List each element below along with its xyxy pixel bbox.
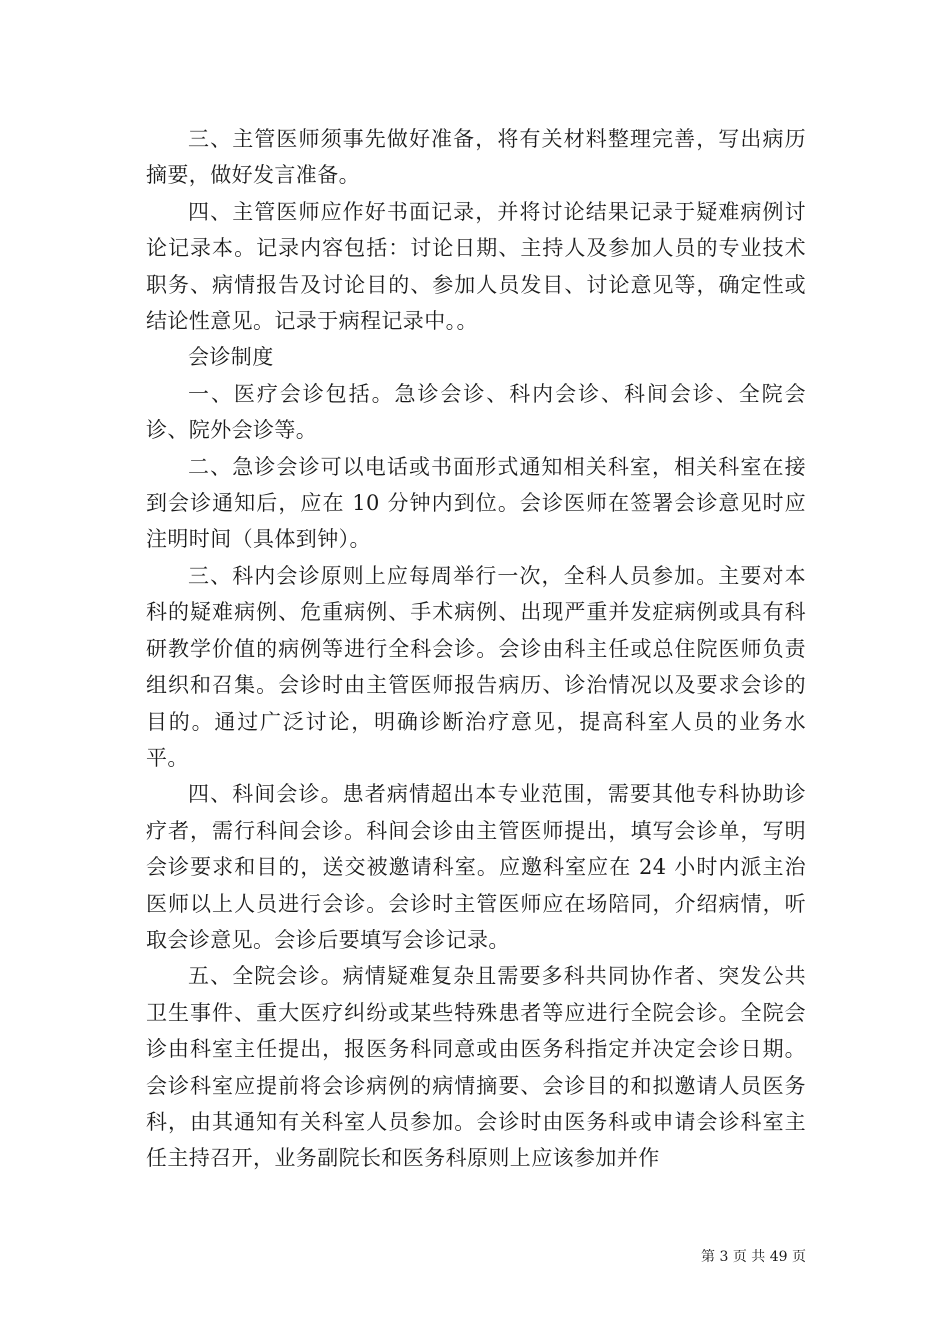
paragraph-preparation: 三、主管医师须事先做好准备，将有关材料整理完善，写出病历摘要，做好发言准备。 [146, 127, 806, 188]
paragraph-written-record: 四、主管医师应作好书面记录，并将讨论结果记录于疑难病例讨论记录本。记录内容包括：讨论日期、主持人及参加人员的专业技术职务、病情报告及讨论目的、参加人员发目、讨论意见等，确定性或结论性意见。记录于病程记录中。。 [146, 199, 806, 334]
paragraph-department-consultation: 三、科内会诊原则上应每周举行一次，全科人员参加。主要对本科的疑难病例、危重病例、手术病例、出现严重并发症病例或具有科研教学价值的病例等进行全科会诊。会诊由科主任或总住院医师负责组织和召集。会诊时由主管医师报告病历、诊治情况以及要求会诊的目的。通过广泛讨论，明确诊断治疗意见，提高科室人员的业务水平。 [146, 563, 806, 770]
section-heading-consultation-system: 会诊制度 [188, 345, 274, 370]
paragraph-consultation-types: 一、医疗会诊包括。急诊会诊、科内会诊、科间会诊、全院会诊、院外会诊等。 [146, 381, 806, 443]
page-number-footer: 第 3 页 共 49 页 [701, 1249, 806, 1265]
paragraph-hospital-wide-consultation: 五、全院会诊。病情疑难复杂且需要多科共同协作者、突发公共卫生事件、重大医疗纠纷或某些特殊患者等应进行全院会诊。全院会诊由科室主任提出，报医务科同意或由医务科指定并决定会诊日期。会诊科室应提前将会诊病例的病情摘要、会诊目的和拟邀请人员医务科，由其通知有关科室人员参加。会诊时由医务科或申请会诊科室主任主持召开，业务副院长和医务科原则上应该参加并作 [146, 964, 806, 1171]
document-body [146, 121, 806, 1177]
paragraph-interdepartmental-consultation: 四、科间会诊。患者病情超出本专业范围，需要其他专科协助诊疗者，需行科间会诊。科间会诊由主管医师提出，填写会诊单，写明会诊要求和目的，送交被邀请科室。应邀科室应在 24 小时内派主治医师以上人员进行会诊。会诊时主管医师应在场陪同，介绍病情，听取会诊意见。会诊后要填写会诊记录。 [146, 782, 806, 952]
paragraph-emergency-consultation: 二、急诊会诊可以电话或书面形式通知相关科室，相关科室在接到会诊通知后，应在 10 分钟内到位。会诊医师在签署会诊意见时应注明时间（具体到钟）。 [146, 454, 806, 552]
